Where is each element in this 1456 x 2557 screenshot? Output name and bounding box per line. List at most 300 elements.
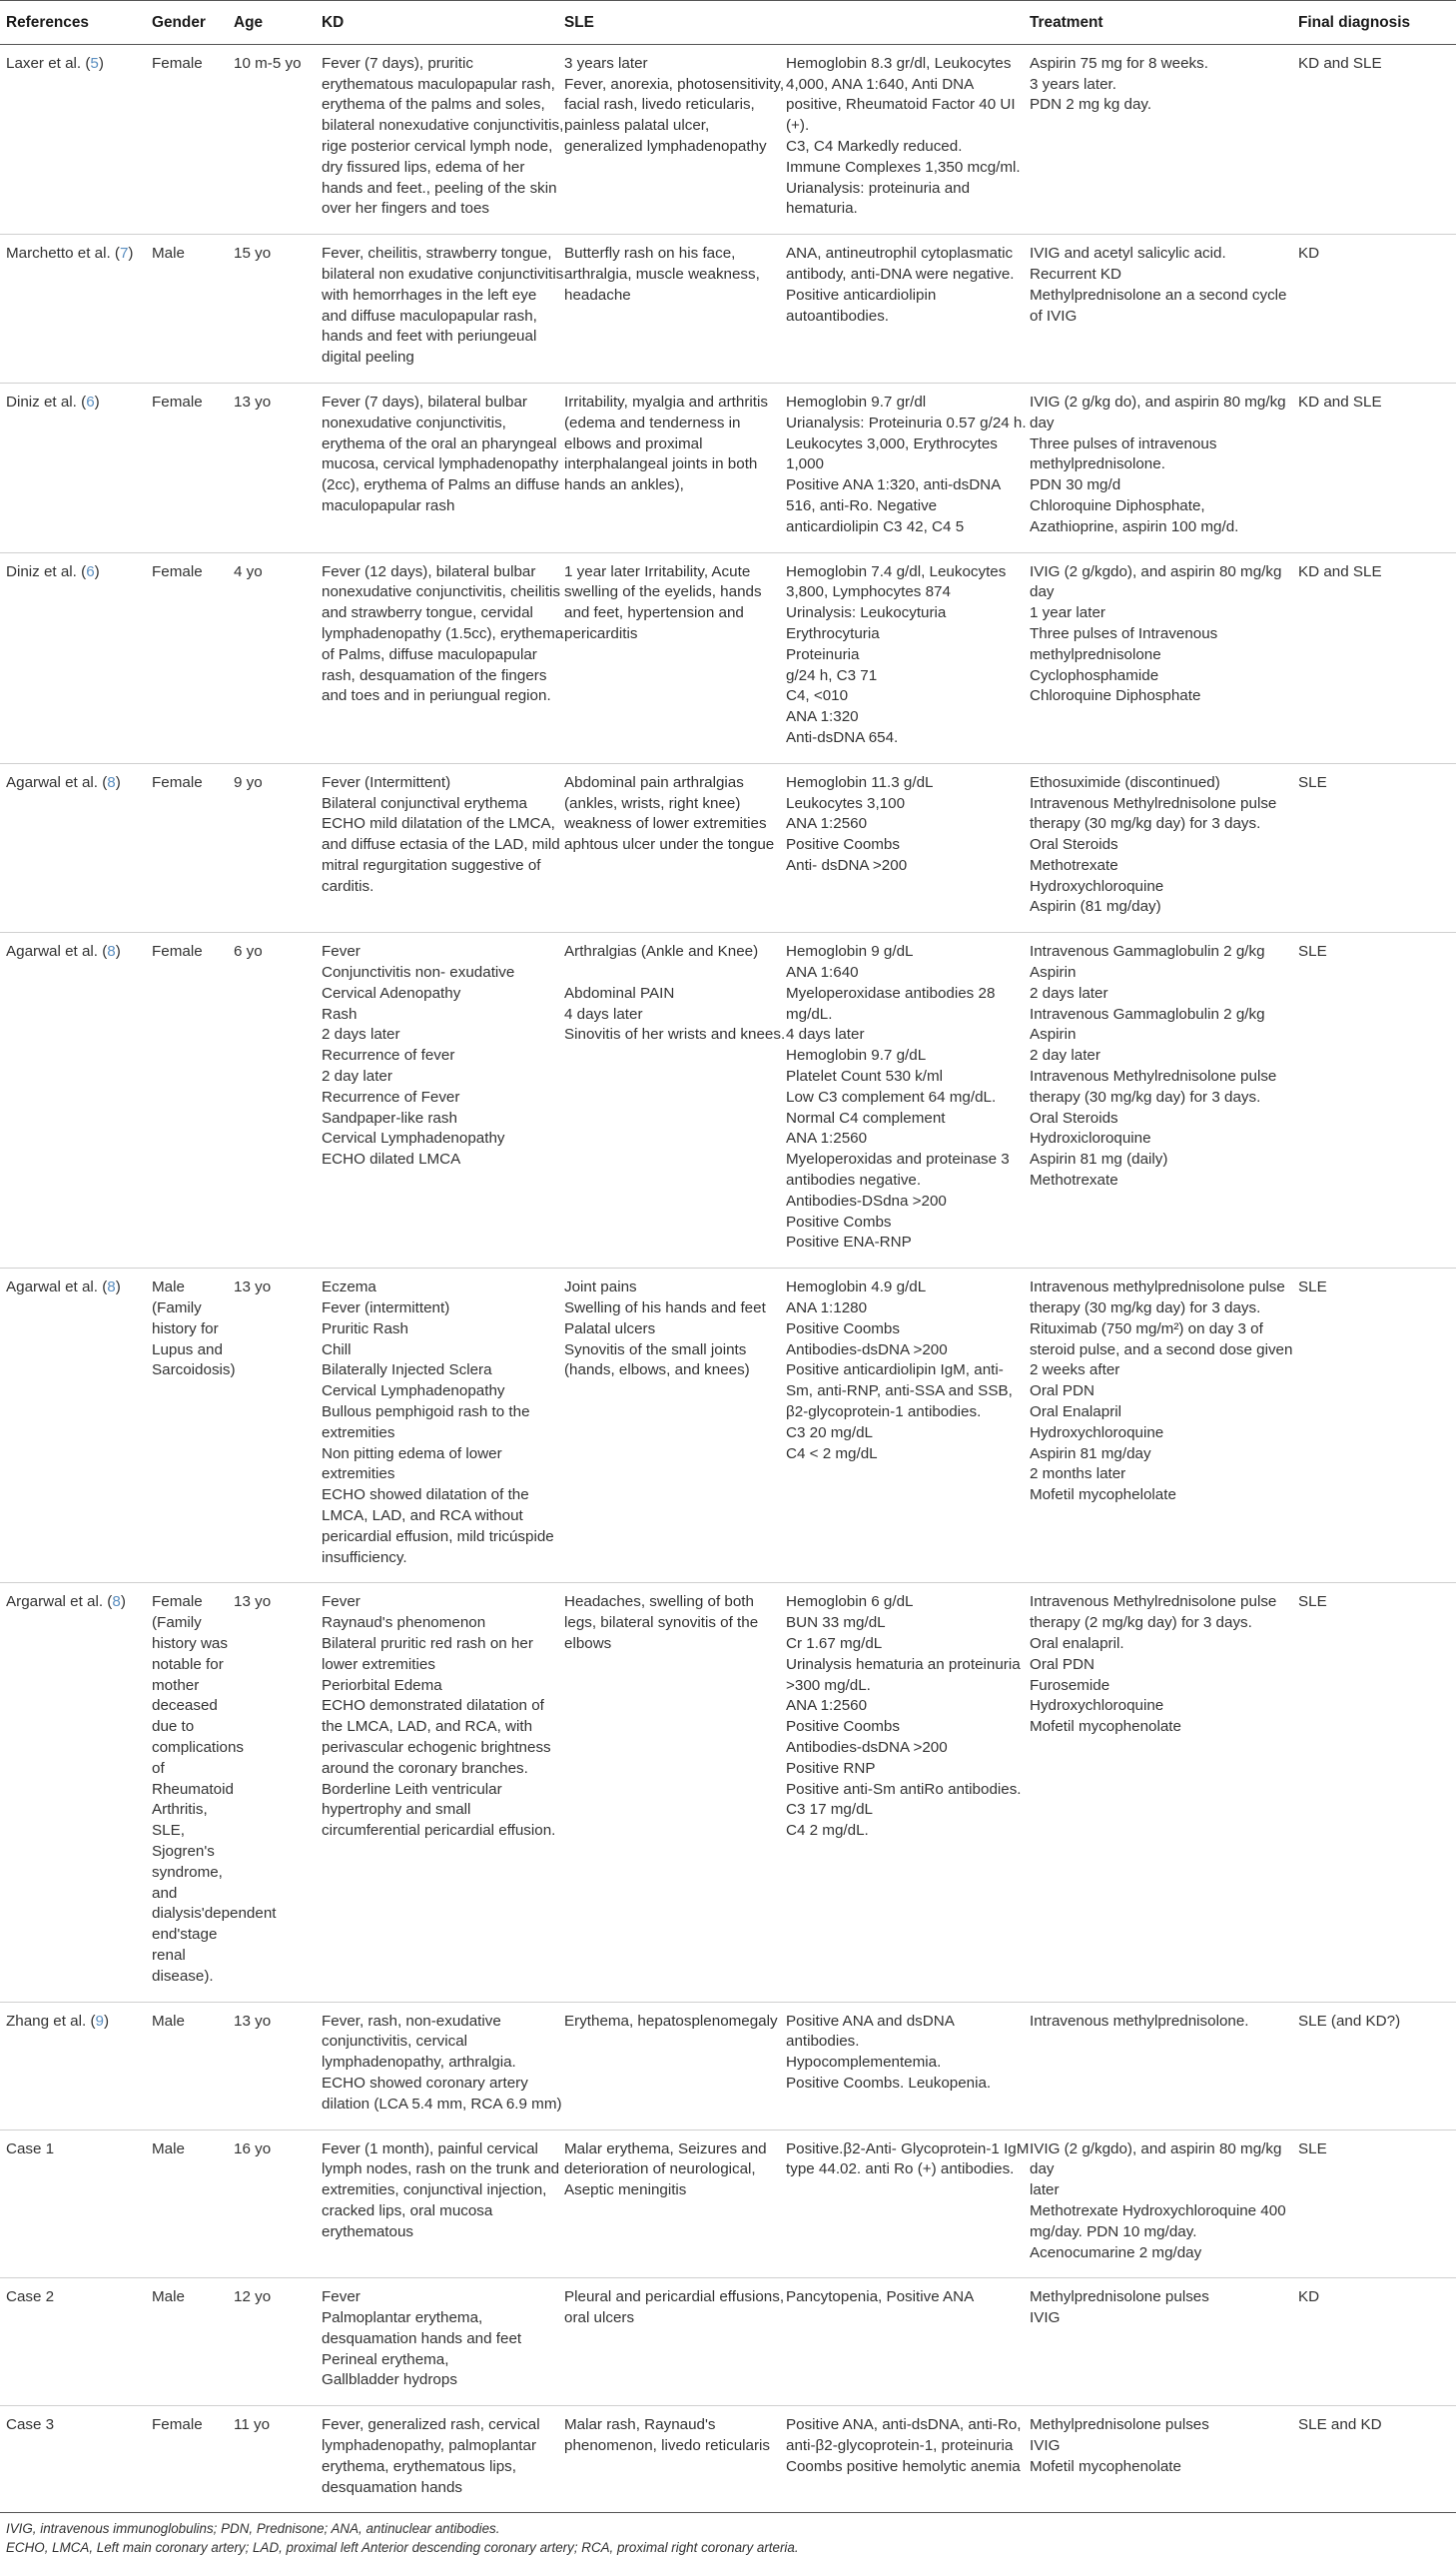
cell-laboratory-line: Anti- dsDNA >200 [786,856,908,874]
table-header-row [0,1,1456,45]
cell-laboratory-line: Antibodies-dsDNA >200 [786,1340,948,1358]
cell-kd [322,933,564,1269]
cell-kd [322,763,564,933]
cell-reference: Agarwal et al. (8) [6,943,121,961]
cell-sle-line: Irritability, myalgia and arthritis (edema and tenderness in elbows and proximal interphalangeal joints in both hands an ankles), [564,393,768,494]
cell-sle-line: 1 year later Irritability, Acute swelling of the eyelids, hands and feet, hypertension and pericarditis [564,562,762,642]
cell-treatment-line: 1 year later [1030,604,1105,622]
cell-reference: Marchetto et al. (7) [6,245,134,263]
cell-final-diagnosis: SLE [1298,2139,1327,2157]
cell-laboratory-line: Hemoglobin 9.7 gr/dl [786,393,927,411]
cell-final-diagnosis: KD and SLE [1298,54,1382,72]
header-laboratory [786,1,1030,45]
cell-laboratory-line: C4 < 2 mg/dL [786,1444,878,1462]
cell-kd-line: 2 days later [322,1026,400,1044]
cell-final-diagnosis: KD [1298,2288,1320,2306]
cell-laboratory-line: Pancytopenia, Positive ANA [786,2288,975,2306]
cell-treatment-line: Methylprednisolone an a second cycle of IVIG [1030,286,1287,325]
reference-name: Diniz et al. [6,393,77,411]
cell-laboratory-line: Positive Coombs [786,1319,900,1337]
cell-sle-line: Headaches, swelling of both legs, bilateral synovitis of the elbows [564,1593,759,1652]
cell-laboratory-line: Hypocomplementemia. [786,2054,942,2072]
cell-laboratory-line: C3 20 mg/dL [786,1423,873,1441]
cell-kd-line: Periorbital Edema [322,1676,442,1694]
cell-sle-line: Abdominal pain arthralgias (ankles, wrists, right knee) [564,773,744,812]
cell-sle [564,1269,786,1583]
cell-final-diagnosis: SLE [1298,1593,1327,1611]
table-row [0,763,1456,933]
cell-sle [564,2002,786,2130]
cell-gender: Male [152,2139,185,2157]
cell-laboratory-line: Positive ANA and dsDNA antibodies. [786,2012,954,2051]
header-final-diagnosis: Final diagnosis [1298,14,1411,31]
cell-laboratory-line: ANA 1:1280 [786,1299,868,1317]
cell-laboratory-line: Positive Coombs [786,1718,900,1736]
cell-kd-line: Fever (12 days), bilateral bulbar nonexudative conjunctivitis, cheilitis and strawberry tongue, cervidal lymphadenopathy (1.5cc), erythema of Palms, diffuse maculopapular rash, desquamation of the fingers and toes and in periungual region. [322,562,564,705]
cell-age: 9 yo [234,773,263,791]
cell-sle-line: weakness of lower extremities [564,815,767,833]
cell-sle-line: 4 days later [564,1005,643,1023]
cell-laboratory [786,1269,1030,1583]
cell-sle-line: 3 years later [564,54,648,72]
cell-kd-line: Pruritic Rash [322,1319,408,1337]
cell-treatment [1030,44,1298,234]
cell-sle-line: Sinovitis of her wrists and knees. [564,1026,786,1044]
cell-sle-line: Fever, anorexia, photosensitivity, facial rash, livedo reticularis, painless palatal ulcer, generalized lymphadenopathy [564,75,785,155]
cell-kd-line: ECHO dilated LMCA [322,1151,461,1169]
cell-treatment-line: Aspirin 81 mg/day [1030,1444,1151,1462]
cell-treatment-line: 2 months later [1030,1465,1126,1483]
cell-kd-line: Perineal erythema, [322,2350,449,2368]
cell-treatment [1030,763,1298,933]
table-row [0,2002,1456,2130]
cell-treatment [1030,2406,1298,2513]
citation-link[interactable]: 9 [95,2012,104,2030]
reference-name: Marchetto et al. [6,245,111,263]
cell-treatment [1030,933,1298,1269]
cell-laboratory-line: Antibodies-dsDNA >200 [786,1738,948,1756]
cell-treatment-line: Ethosuximide (discontinued) [1030,773,1220,791]
cell-laboratory-line: Urinalysis: Leukocyturia [786,604,947,622]
citation-link[interactable]: 8 [107,1278,116,1296]
cell-kd-line: Fever (7 days), bilateral bulbar nonexudative conjunctivitis, erythema of the oral an pharyngeal mucosa, cervical lymphadenopathy (2cc), erythema of Palms an diffuse maculopapular rash [322,393,560,514]
cell-treatment-line: later [1030,2181,1060,2199]
cell-treatment-line: Rituximab (750 mg/m²) on day 3 of steroid pulse, and a second dose given 2 weeks after [1030,1319,1293,1379]
cell-gender: Female [152,773,203,791]
cell-kd-line: ECHO showed coronary artery dilation (LCA 5.4 mm, RCA 6.9 mm) [322,2074,562,2113]
cell-laboratory-line: Positive Coombs [786,836,900,854]
cell-treatment [1030,2130,1298,2278]
cell-treatment-line: IVIG (2 g/kgdo), and aspirin 80 mg/kg day [1030,2139,1282,2178]
cell-kd [322,44,564,234]
cell-sle [564,2406,786,2513]
cell-laboratory-line: BUN 33 mg/dL [786,1614,886,1632]
cell-laboratory-line: C3, C4 Markedly reduced. [786,137,963,155]
cell-laboratory-line: Antibodies-DSdna >200 [786,1192,947,1210]
cell-gender: Female [152,2416,203,2434]
cell-kd [322,1269,564,1583]
cell-sle [564,44,786,234]
cell-treatment-line: Chloroquine Diphosphate, [1030,496,1205,514]
cell-treatment-line: 2 day later [1030,1047,1100,1065]
citation-link[interactable]: 8 [112,1593,121,1611]
cell-treatment-line: 3 years later. [1030,75,1116,93]
cell-treatment-line: Aspirin (81 mg/day) [1030,898,1161,916]
cell-treatment-line: Aspirin [1030,964,1077,982]
cell-age: 13 yo [234,1593,272,1611]
reference-name: Laxer et al. [6,54,82,72]
cell-laboratory-line: Urianalysis: Proteinuria 0.57 g/24 h. Leukocytes 3,000, Erythrocytes 1,000 [786,414,1027,473]
cell-kd-line: Fever (intermittent) [322,1299,450,1317]
cell-laboratory-line: Positive ANA, anti-dsDNA, anti-Ro, anti-β2-glycoprotein-1, proteinuria Coombs positive hemolytic anemia [786,2416,1022,2475]
header-sle: SLE [564,14,594,31]
cell-treatment-line: Hydroxychloroquine [1030,1423,1164,1441]
reference-name: Zhang et al. [6,2012,87,2030]
cell-kd-line: Fever, rash, non-exudative conjunctivitis, cervical lymphadenopathy, arthralgia. [322,2012,516,2072]
footnote-abbreviations: IVIG, intravenous immunoglobulins; PDN, Prednisone; ANA, antinuclear antibodies. [6,2521,500,2537]
cell-gender: Male [152,2288,185,2306]
cell-age: 13 yo [234,393,272,411]
cell-treatment [1030,2278,1298,2406]
cell-treatment-line: IVIG [1030,2437,1061,2455]
cell-reference: Laxer et al. (5) [6,54,104,72]
cell-age: 10 m-5 yo [234,54,302,72]
cell-reference [0,2278,152,2406]
cell-kd-line: Cervical Adenopathy [322,984,461,1002]
reference-name: Agarwal et al. [6,943,99,961]
cell-treatment-line: Methylprednisolone pulses [1030,2416,1209,2434]
cell-kd-line: Fever [322,2288,361,2306]
cell-treatment [1030,383,1298,552]
cell-laboratory-line: Positive ANA 1:320, anti-dsDNA 516, anti-Ro. Negative anticardiolipin C3 42, C4 5 [786,476,1001,535]
cell-laboratory-line: Hemoglobin 8.3 gr/dl, Leukocytes 4,000, ANA 1:640, Anti DNA positive, Rheumatoid Factor 40 UI (+). [786,54,1016,135]
cell-treatment-line: Intravenous methylprednisolone. [1030,2012,1249,2030]
cell-treatment-line: Intravenous Gammaglobulin 2 g/kg [1030,943,1265,961]
cell-treatment-line: Oral Steroids [1030,836,1118,854]
reference-name: Diniz et al. [6,562,77,580]
cell-reference: Agarwal et al. (8) [6,1278,121,1296]
cell-age: 11 yo [234,2416,271,2434]
cell-age: 13 yo [234,1278,272,1296]
cell-laboratory [786,2130,1030,2278]
cell-treatment-line: Three pulses of Intravenous methylprednisolone [1030,624,1218,663]
cell-treatment-line: Hydroxychloroquine [1030,1697,1164,1715]
cell-laboratory-line: Positive RNP [786,1759,876,1777]
cell-laboratory-line: ANA, antineutrophil cytoplasmatic antibody, anti-DNA were negative. [786,245,1015,283]
cell-kd [322,2278,564,2406]
cell-laboratory-line: 4 days later [786,1026,865,1044]
cell-laboratory-line: Positive anti-Sm antiRo antibodies. [786,1780,1022,1798]
cell-treatment-line: Oral enalapril. [1030,1634,1124,1652]
cell-kd-line: Conjunctivitis non- exudative [322,964,515,982]
cell-treatment-line: Intravenous Methylrednisolone pulse therapy (2 mg/kg day) for 3 days. [1030,1593,1277,1632]
cell-sle [564,1583,786,2002]
cell-laboratory-line: Proteinuria [786,645,860,663]
cell-laboratory-line: Hemoglobin 6 g/dL [786,1593,914,1611]
cell-laboratory-line: Hemoglobin 7.4 g/dl, Leukocytes 3,800, Lymphocytes 874 [786,562,1007,601]
cell-kd-line: Palmoplantar erythema, desquamation hands and feet [322,2309,522,2347]
cell-laboratory-line: Positive Coombs. Leukopenia. [786,2074,992,2092]
cell-treatment-line: Recurrent KD [1030,265,1122,283]
cell-laboratory-line: Platelet Count 530 k/ml [786,1068,944,1086]
cell-treatment-line: Oral PDN [1030,1382,1094,1400]
cell-kd-line: Cervical Lymphadenopathy [322,1382,505,1400]
cell-sle [564,383,786,552]
cell-treatment-line: Methotrexate [1030,856,1118,874]
cell-treatment-line: IVIG (2 g/kgdo), and aspirin 80 mg/kg day [1030,562,1282,601]
cell-kd-line: Bullous pemphigoid rash to the extremities [322,1403,530,1441]
cell-laboratory [786,763,1030,933]
cell-treatment-line: IVIG (2 g/kg do), and aspirin 80 mg/kg day [1030,393,1286,431]
citation-link[interactable]: 8 [107,773,116,791]
citation-link[interactable]: 7 [119,245,129,263]
cell-sle [564,2278,786,2406]
cell-reference [0,2130,152,2278]
cell-sle-line: aphtous ulcer under the tongue [564,836,775,854]
cell-gender: Female (Family history was notable for mother deceased due to complications of Rheumatoid Arthritis, SLE, Sjogren's syndrome, and dialysis'dependent end'stage renal disease). [152,1593,277,1985]
cell-final-diagnosis: KD [1298,245,1320,263]
cell-laboratory [786,383,1030,552]
citation-link[interactable]: 8 [107,943,116,961]
table-footnotes [0,2513,1456,2557]
table-row [0,1269,1456,1583]
cell-sle-line: Abdominal PAIN [564,984,675,1002]
cell-gender: Female [152,54,203,72]
cell-treatment-line: Intravenous Methylrednisolone pulse therapy (30 mg/kg day) for 3 days. [1030,1068,1277,1106]
cell-kd-line: Cervical Lymphadenopathy [322,1130,505,1148]
cell-sle-line: Malar rash, Raynaud's phenomenon, livedo reticularis [564,2416,770,2455]
cell-treatment-line: Mofetil mycophelolate [1030,1486,1176,1504]
cell-laboratory [786,552,1030,763]
cell-kd-line: Recurrence of Fever [322,1088,460,1106]
header-kd: KD [322,14,345,31]
cell-sle-line: Palatal ulcers [564,1319,656,1337]
cell-laboratory-line: Low C3 complement 64 mg/dL. [786,1088,997,1106]
cell-treatment-line: Mofetil mycophenolate [1030,1718,1181,1736]
cell-sle [564,552,786,763]
cell-treatment-line: Hydroxicloroquine [1030,1130,1151,1148]
cell-kd-line: Fever, cheilitis, strawberry tongue, bilateral non exudative conjunctivitis with hemorrhages in the left eye and diffuse maculopapular rash, hands and feet with periungeual digital peeling [322,245,564,367]
cell-treatment [1030,1269,1298,1583]
cell-laboratory-line: Hemoglobin 9.7 g/dL [786,1047,927,1065]
cell-laboratory-line: C4 2 mg/dL. [786,1822,869,1840]
cell-treatment-line: Hydroxychloroquine [1030,877,1164,895]
reference-name: Case 1 [6,2139,55,2157]
cell-treatment-line: Oral Enalapril [1030,1403,1122,1421]
cell-kd [322,1583,564,2002]
cell-gender: Male [152,245,185,263]
cell-laboratory [786,2002,1030,2130]
cell-laboratory [786,235,1030,384]
cell-laboratory-line: C4, <010 [786,687,849,705]
cell-treatment-line: Methylprednisolone pulses [1030,2288,1209,2306]
cell-laboratory [786,1583,1030,2002]
cell-laboratory-line: Hemoglobin 11.3 g/dL [786,773,934,791]
cell-laboratory [786,933,1030,1269]
cell-sle [564,235,786,384]
cell-final-diagnosis: KD and SLE [1298,393,1382,411]
table-row [0,2278,1456,2406]
cell-treatment-line: Aspirin [1030,1026,1077,1044]
cell-kd-line: Chill [322,1340,352,1358]
cell-sle-line [564,963,786,984]
cell-kd-line: Fever (Intermittent) [322,773,451,791]
header-references: References [6,14,89,31]
cell-laboratory-line: ANA 1:2560 [786,1130,868,1148]
cell-age: 12 yo [234,2288,272,2306]
cell-treatment-line: Intravenous methylprednisolone pulse therapy (30 mg/kg day) for 3 days. [1030,1278,1285,1317]
cell-laboratory-line: Cr 1.67 mg/dL [786,1634,883,1652]
cell-treatment-line: 2 days later [1030,984,1108,1002]
cell-kd-line: Bilateral conjunctival erythema [322,794,527,812]
cell-gender: Male [152,2012,185,2030]
cell-treatment-line: PDN 30 mg/d [1030,476,1121,494]
cell-final-diagnosis: SLE [1298,1278,1327,1296]
cell-treatment-line: Furosemide [1030,1676,1110,1694]
cell-kd [322,552,564,763]
cell-gender: Female [152,393,203,411]
cell-treatment-line: Intravenous Methylrednisolone pulse therapy (30 mg/kg day) for 3 days. [1030,794,1277,833]
cell-kd-line: Fever [322,943,361,961]
cell-treatment-line: Methotrexate [1030,1172,1118,1190]
cell-kd-line: Non pitting edema of lower extremities [322,1444,502,1483]
header-treatment: Treatment [1030,14,1103,31]
cell-laboratory-line: Positive anticardiolipin IgM, anti-Sm, anti-RNP, anti-SSA and SSB, β2-glycoprotein-1 antibodies. [786,1361,1013,1421]
cell-sle-line: Malar erythema, Seizures and deterioration of neurological, Aseptic meningitis [564,2139,767,2199]
cell-laboratory-line: Positive.β2-Anti- Glycoprotein-1 IgM type 44.02. anti Ro (+) antibodies. [786,2139,1030,2178]
cell-treatment-line: Oral Steroids [1030,1109,1118,1127]
cell-age: 13 yo [234,2012,272,2030]
cell-kd-line: Recurrence of fever [322,1047,455,1065]
cell-treatment-line: Aspirin 81 mg (daily) [1030,1151,1168,1169]
cell-reference: Argarwal et al. (8) [6,1593,126,1611]
reference-name: Case 2 [6,2288,55,2306]
table-row [0,383,1456,552]
table-row [0,235,1456,384]
cell-treatment-line: Methotrexate Hydroxychloroquine 400 mg/day. PDN 10 mg/day. [1030,2201,1286,2240]
cell-kd-line: Rash [322,1005,358,1023]
cell-laboratory-line: Anti-dsDNA 654. [786,728,899,746]
cell-kd-line: 2 day later [322,1068,392,1086]
cell-laboratory-line: Positive Combs [786,1213,892,1231]
cell-final-diagnosis: SLE [1298,773,1327,791]
cell-sle-line: Joint pains [564,1278,637,1296]
cell-laboratory-line: Hemoglobin 4.9 g/dL [786,1278,927,1296]
cell-kd [322,2130,564,2278]
footnote-coronary-abbreviations: ECHO, LMCA, Left main coronary artery; LAD, proximal left Anterior descending coronary artery; RCA, proximal right coronary arteria. [6,2540,799,2556]
cell-reference: Diniz et al. (6) [6,393,100,411]
cell-laboratory-line: Urianalysis: proteinuria and hematuria. [786,179,971,218]
citation-link[interactable]: 6 [86,393,95,411]
table-row [0,933,1456,1269]
cell-kd-line: Fever, generalized rash, cervical lymphadenopathy, palmoplantar erythema, erythematous lips, desquamation hands [322,2416,540,2496]
cell-sle-line: Butterfly rash on his face, arthralgia, muscle weakness, headache [564,245,760,304]
cell-kd-line: ECHO demonstrated dilatation of the LMCA, LAD, and RCA, with perivascular echogenic brightness around the coronary branches. Borderline Leith ventricular hypertrophy and small circumferential pericardial effusion. [322,1697,556,1840]
cell-laboratory [786,44,1030,234]
cell-laboratory-line: ANA 1:2560 [786,1697,868,1715]
citation-link[interactable]: 6 [86,562,95,580]
cell-age: 16 yo [234,2139,272,2157]
cell-laboratory [786,2406,1030,2513]
cell-treatment-line: PDN 2 mg kg day. [1030,96,1152,114]
cell-treatment-line: Chloroquine Diphosphate [1030,687,1201,705]
table-row [0,1583,1456,2002]
citation-link[interactable]: 5 [90,54,99,72]
cell-laboratory-line: Immune Complexes 1,350 mcg/ml. [786,158,1021,176]
cell-gender: Male (Family history for Lupus and Sarcoidosis) [152,1278,236,1379]
cell-sle-line: Synovitis of the small joints (hands, elbows, and knees) [564,1340,750,1379]
cell-treatment-line: Oral PDN [1030,1655,1094,1673]
cell-sle-line: Arthralgias (Ankle and Knee) [564,943,759,961]
cell-laboratory-line: Urinalysis hematuria an proteinuria >300 mg/dL. [786,1655,1021,1694]
cell-final-diagnosis: SLE and KD [1298,2416,1382,2434]
cell-kd-line: Fever [322,1593,361,1611]
reference-name: Agarwal et al. [6,1278,99,1296]
cell-kd-line: Raynaud's phenomenon [322,1614,486,1632]
cell-sle-line: Swelling of his hands and feet [564,1299,766,1317]
cell-treatment [1030,1583,1298,2002]
cell-treatment-line: Intravenous Gammaglobulin 2 g/kg [1030,1005,1265,1023]
reference-name: Case 3 [6,2416,55,2434]
cell-kd-line: ECHO showed dilatation of the LMCA, LAD, and RCA without pericardial effusion, mild tricúspide insufficiency. [322,1486,554,1566]
reference-name: Agarwal et al. [6,773,99,791]
cell-treatment-line: Cyclophosphamide [1030,666,1159,684]
cell-laboratory-line: C3 17 mg/dL [786,1801,873,1819]
cell-treatment-line: Three pulses of intravenous methylprednisolone. [1030,434,1217,473]
cell-treatment [1030,2002,1298,2130]
cell-laboratory-line: ANA 1:320 [786,708,859,726]
cell-laboratory-line: Myeloperoxidas and proteinase 3 antibodies negative. [786,1151,1010,1190]
table-body [0,44,1456,2513]
cell-treatment-line: Aspirin 75 mg for 8 weeks. [1030,54,1208,72]
cell-laboratory-line: Erythrocyturia [786,624,880,642]
cell-final-diagnosis: SLE [1298,943,1327,961]
cell-kd [322,235,564,384]
reference-name: Argarwal et al. [6,1593,104,1611]
cell-age: 4 yo [234,562,263,580]
cell-kd-line: Sandpaper-like rash [322,1109,457,1127]
cell-age: 6 yo [234,943,263,961]
cell-treatment-line: Mofetil mycophenolate [1030,2457,1181,2475]
cell-sle-line: Erythema, hepatosplenomegaly [564,2012,778,2030]
cell-laboratory-line: g/24 h, C3 71 [786,666,878,684]
table-row [0,2406,1456,2513]
cell-sle-line: Pleural and pericardial effusions, oral ulcers [564,2288,785,2327]
cell-sle [564,763,786,933]
cell-treatment-line: IVIG [1030,2309,1061,2327]
cell-reference: Agarwal et al. (8) [6,773,121,791]
cell-treatment-line: IVIG and acetyl salicylic acid. [1030,245,1226,263]
cell-kd-line: Gallbladder hydrops [322,2371,457,2389]
cell-kd-line: ECHO mild dilatation of the LMCA, and diffuse ectasia of the LAD, mild mitral regurgitation suggestive of carditis. [322,815,560,895]
cell-age: 15 yo [234,245,272,263]
cell-treatment [1030,235,1298,384]
header-age: Age [234,14,264,31]
cell-reference [0,2406,152,2513]
cell-kd-line: Bilateral pruritic red rash on her lower extremities [322,1634,533,1673]
cell-laboratory-line: ANA 1:2560 [786,815,868,833]
cell-sle [564,2130,786,2278]
cell-kd-line: Bilaterally Injected Sclera [322,1361,492,1379]
cell-treatment-line: Acenocumarine 2 mg/day [1030,2243,1202,2261]
cell-final-diagnosis: KD and SLE [1298,562,1382,580]
cell-sle [564,933,786,1269]
cell-laboratory-line: Positive ENA-RNP [786,1234,912,1252]
table-row [0,44,1456,234]
cell-gender: Female [152,943,203,961]
cell-treatment [1030,552,1298,763]
cell-laboratory-line: Normal C4 complement [786,1109,946,1127]
